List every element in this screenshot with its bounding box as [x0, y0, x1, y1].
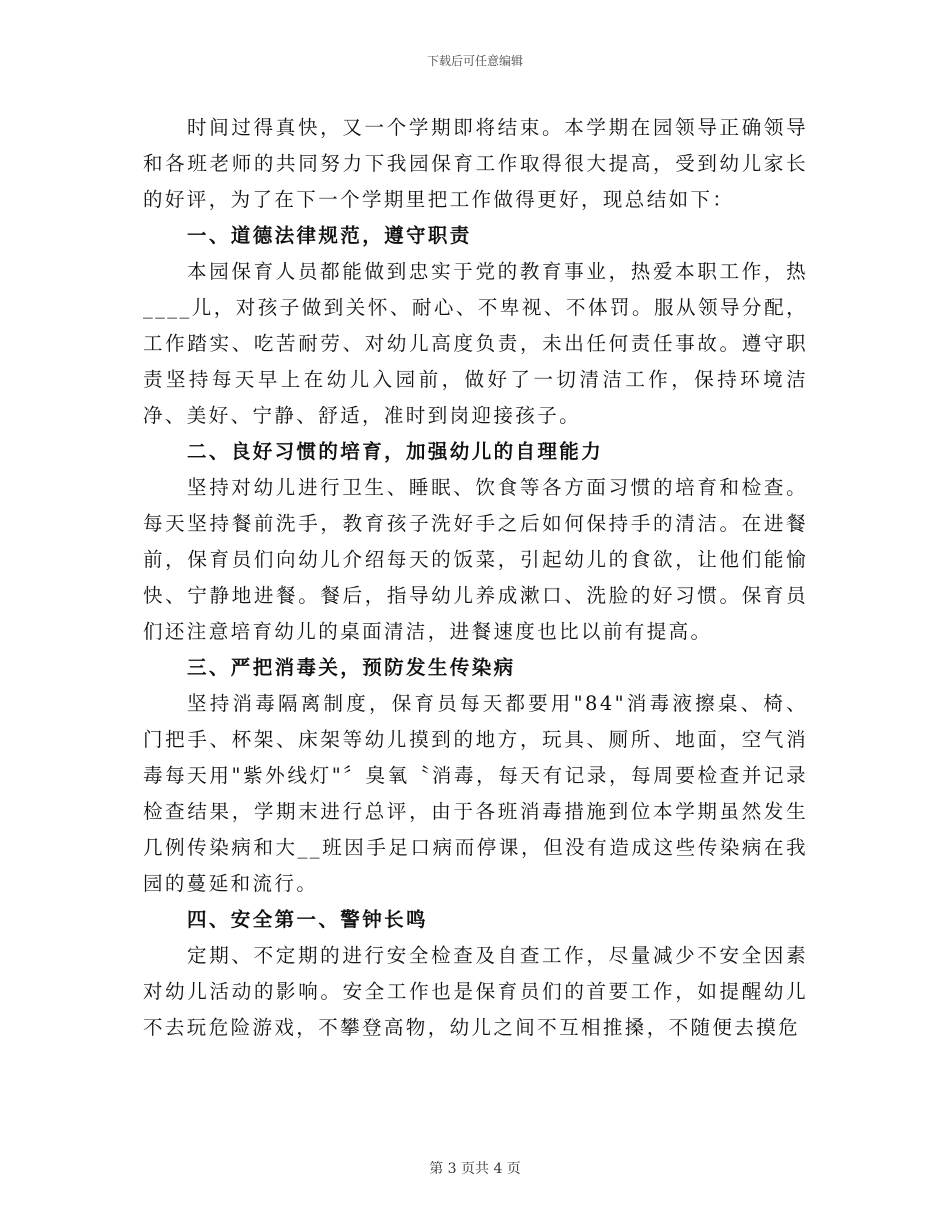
intro-paragraph: 时间过得真快，又一个学期即将结束。本学期在园领导正确领导和各班老师的共同努力下我园保育工作取得很大提高，受到幼儿家长的好评，为了在下一个学期里把工作做得更好，现总结如下： — [143, 116, 808, 211]
page-header: 下载后可任意编辑 — [426, 54, 523, 68]
page-number-footer: 第 3 页共 4 页 — [429, 1161, 521, 1177]
section-2-body: 坚持对幼儿进行卫生、睡眠、饮食等各方面习惯的培育和检查。每天坚持餐前洗手，教育孩子洗好手之后如何保持手的清洁。在进餐前，保育员们向幼儿介绍每天的饭菜，引起幼儿的食欲，让他们能愉快、宁静地进餐。餐后，指导幼儿养成漱口、洗脸的好习惯。保育员们还注意培育幼儿的桌面清洁，进餐速度也比以前有提高。 — [143, 476, 808, 643]
section-3-heading: 三、严把消毒关，预防发生传染病 — [187, 656, 516, 679]
section-1-heading: 一、道德法律规范，遵守职责 — [187, 224, 472, 247]
section-4-body: 定期、不定期的进行安全检查及自查工作，尽量减少不安全因素对幼儿活动的影响。安全工作也是保育员们的首要工作，如提醒幼儿不去玩危险游戏，不攀登高物，幼儿之间不互相推搡，不随便去摸危 — [143, 944, 808, 1039]
section-3-body: 坚持消毒隔离制度，保育员每天都要用"84"消毒液擦桌、椅、门把手、杯架、床架等幼儿摸到的地方，玩具、厕所、地面，空气消毒每天用"紫外线灯"〞臭氧〝消毒，每天有记录，每周要检查并记录检查结果，学期末进行总评，由于各班消毒措施到位本学期虽然发生几例传染病和大__班因手足口病而停课，但没有造成这些传染病在我园的蔓延和流行。 — [143, 692, 808, 895]
section-2-heading: 二、良好习惯的培育，加强幼儿的自理能力 — [187, 440, 604, 463]
section-4-heading: 四、安全第一、警钟长鸣 — [187, 908, 428, 931]
document-body — [143, 110, 808, 1046]
section-1-body: 本园保育人员都能做到忠实于党的教育事业，热爱本职工作，热____儿，对孩子做到关怀、耐心、不卑视、不体罚。服从领导分配，工作踏实、吃苦耐劳、对幼儿高度负责，未出任何责任事故。遵守职责坚持每天早上在幼儿入园前，做好了一切清洁工作，保持环境洁净、美好、宁静、舒适，准时到岗迎接孩子。 — [143, 260, 808, 427]
